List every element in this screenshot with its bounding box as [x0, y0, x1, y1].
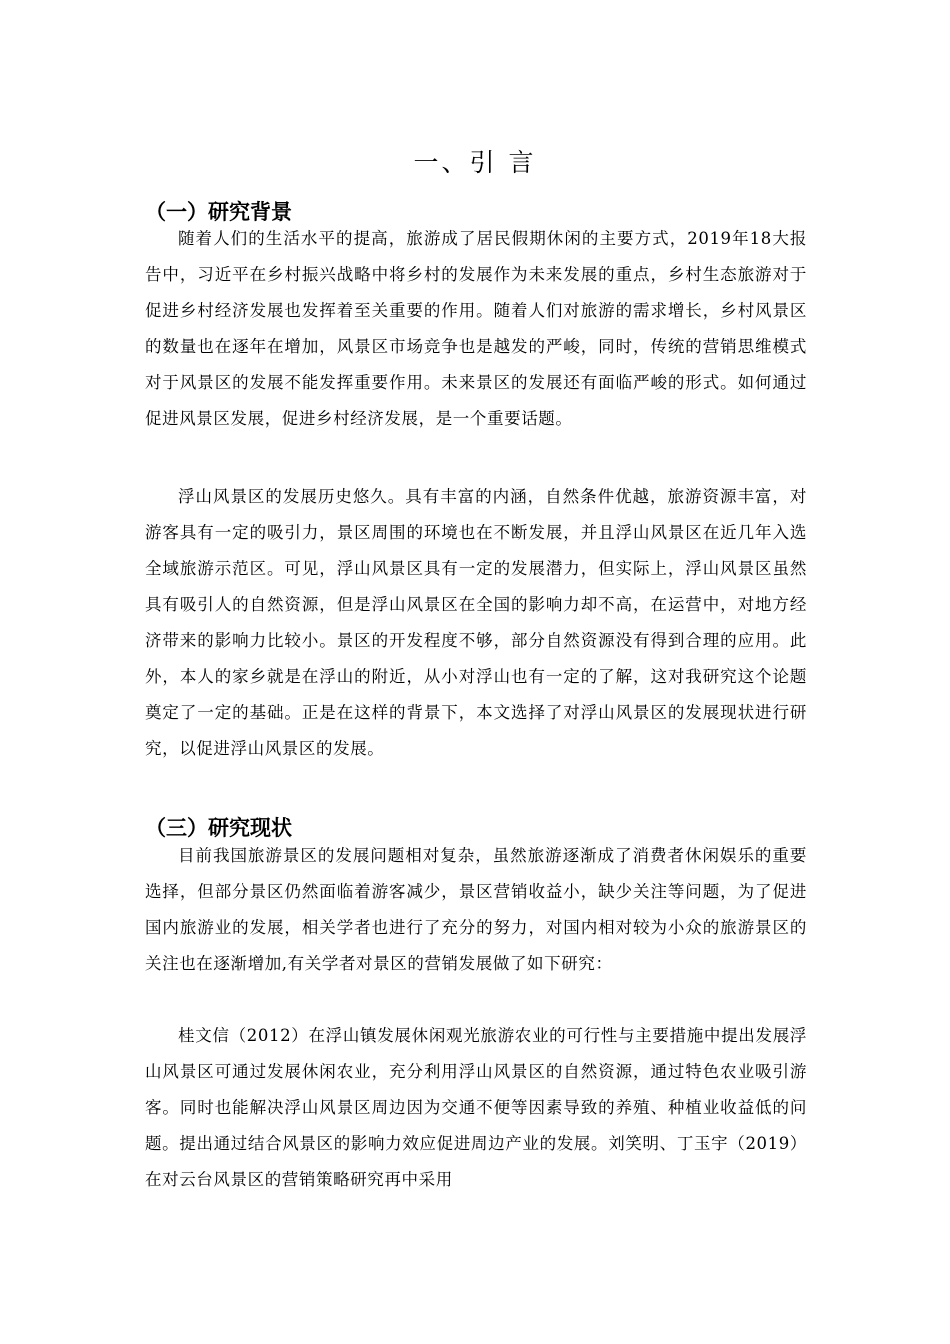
- paragraph-background-2: 浮山风景区的发展历史悠久。具有丰富的内涵，自然条件优越，旅游资源丰富，对游客具有一定的吸引力，景区周围的环境也在不断发展，并且浮山风景区在近几年入选全域旅游示范区。可见，浮山风景区具有一定的发展潜力，但实际上，浮山风景区虽然具有吸引人的自然资源，但是浮山风景区在全国的影响力却不高，在运营中，对地方经济带来的影响力比较小。景区的开发程度不够，部分自然资源没有得到合理的应用。此外，本人的家乡就是在浮山的附近，从小对浮山也有一定的了解，这对我研究这个论题奠定了一定的基础。正是在这样的背景下，本文选择了对浮山风景区的发展现状进行研究，以促进浮山风景区的发展。: [145, 487, 807, 758]
- paragraph-status-2: 桂文信（2012）在浮山镇发展休闲观光旅游农业的可行性与主要措施中提出发展浮山风景区可通过发展休闲农业，充分利用浮山风景区的自然资源，通过特色农业吸引游客。同时也能解决浮山风景区周边因为交通不便等因素导致的养殖、种植业收益低的问题。提出通过结合风景区的影响力效应促进周边产业的发展。刘笑明、丁玉宇（2019）在对云台风景区的营销策略研究再中采用: [145, 1026, 807, 1189]
- paragraph-background-1: 随着人们的生活水平的提高，旅游成了居民假期休闲的主要方式，2019年18大报告中，习近平在乡村振兴战略中将乡村的发展作为未来发展的重点，乡村生态旅游对于促进乡村经济发展也发挥着至关重要的作用。随着人们对旅游的需求增长，乡村风景区的数量也在逐年在增加，风景区市场竞争也是越发的严峻，同时，传统的营销思维模式对于风景区的发展不能发挥重要作用。未来景区的发展还有面临严峻的形式。如何通过促进风景区发展，促进乡村经济发展，是一个重要话题。: [145, 229, 807, 428]
- section-heading-status: （三）研究现状: [145, 816, 292, 840]
- chapter-title: 一、引 言: [413, 148, 537, 177]
- section-heading-background: （一）研究背景: [145, 200, 292, 224]
- paragraph-status-1: 目前我国旅游景区的发展问题相对复杂，虽然旅游逐渐成了消费者休闲娱乐的重要选择，但部分景区仍然面临着游客减少，景区营销收益小，缺少关注等问题，为了促进国内旅游业的发展，相关学者也进行了充分的努力，对国内相对较为小众的旅游景区的关注也在逐渐增加,有关学者对景区的营销发展做了如下研究：: [145, 846, 807, 973]
